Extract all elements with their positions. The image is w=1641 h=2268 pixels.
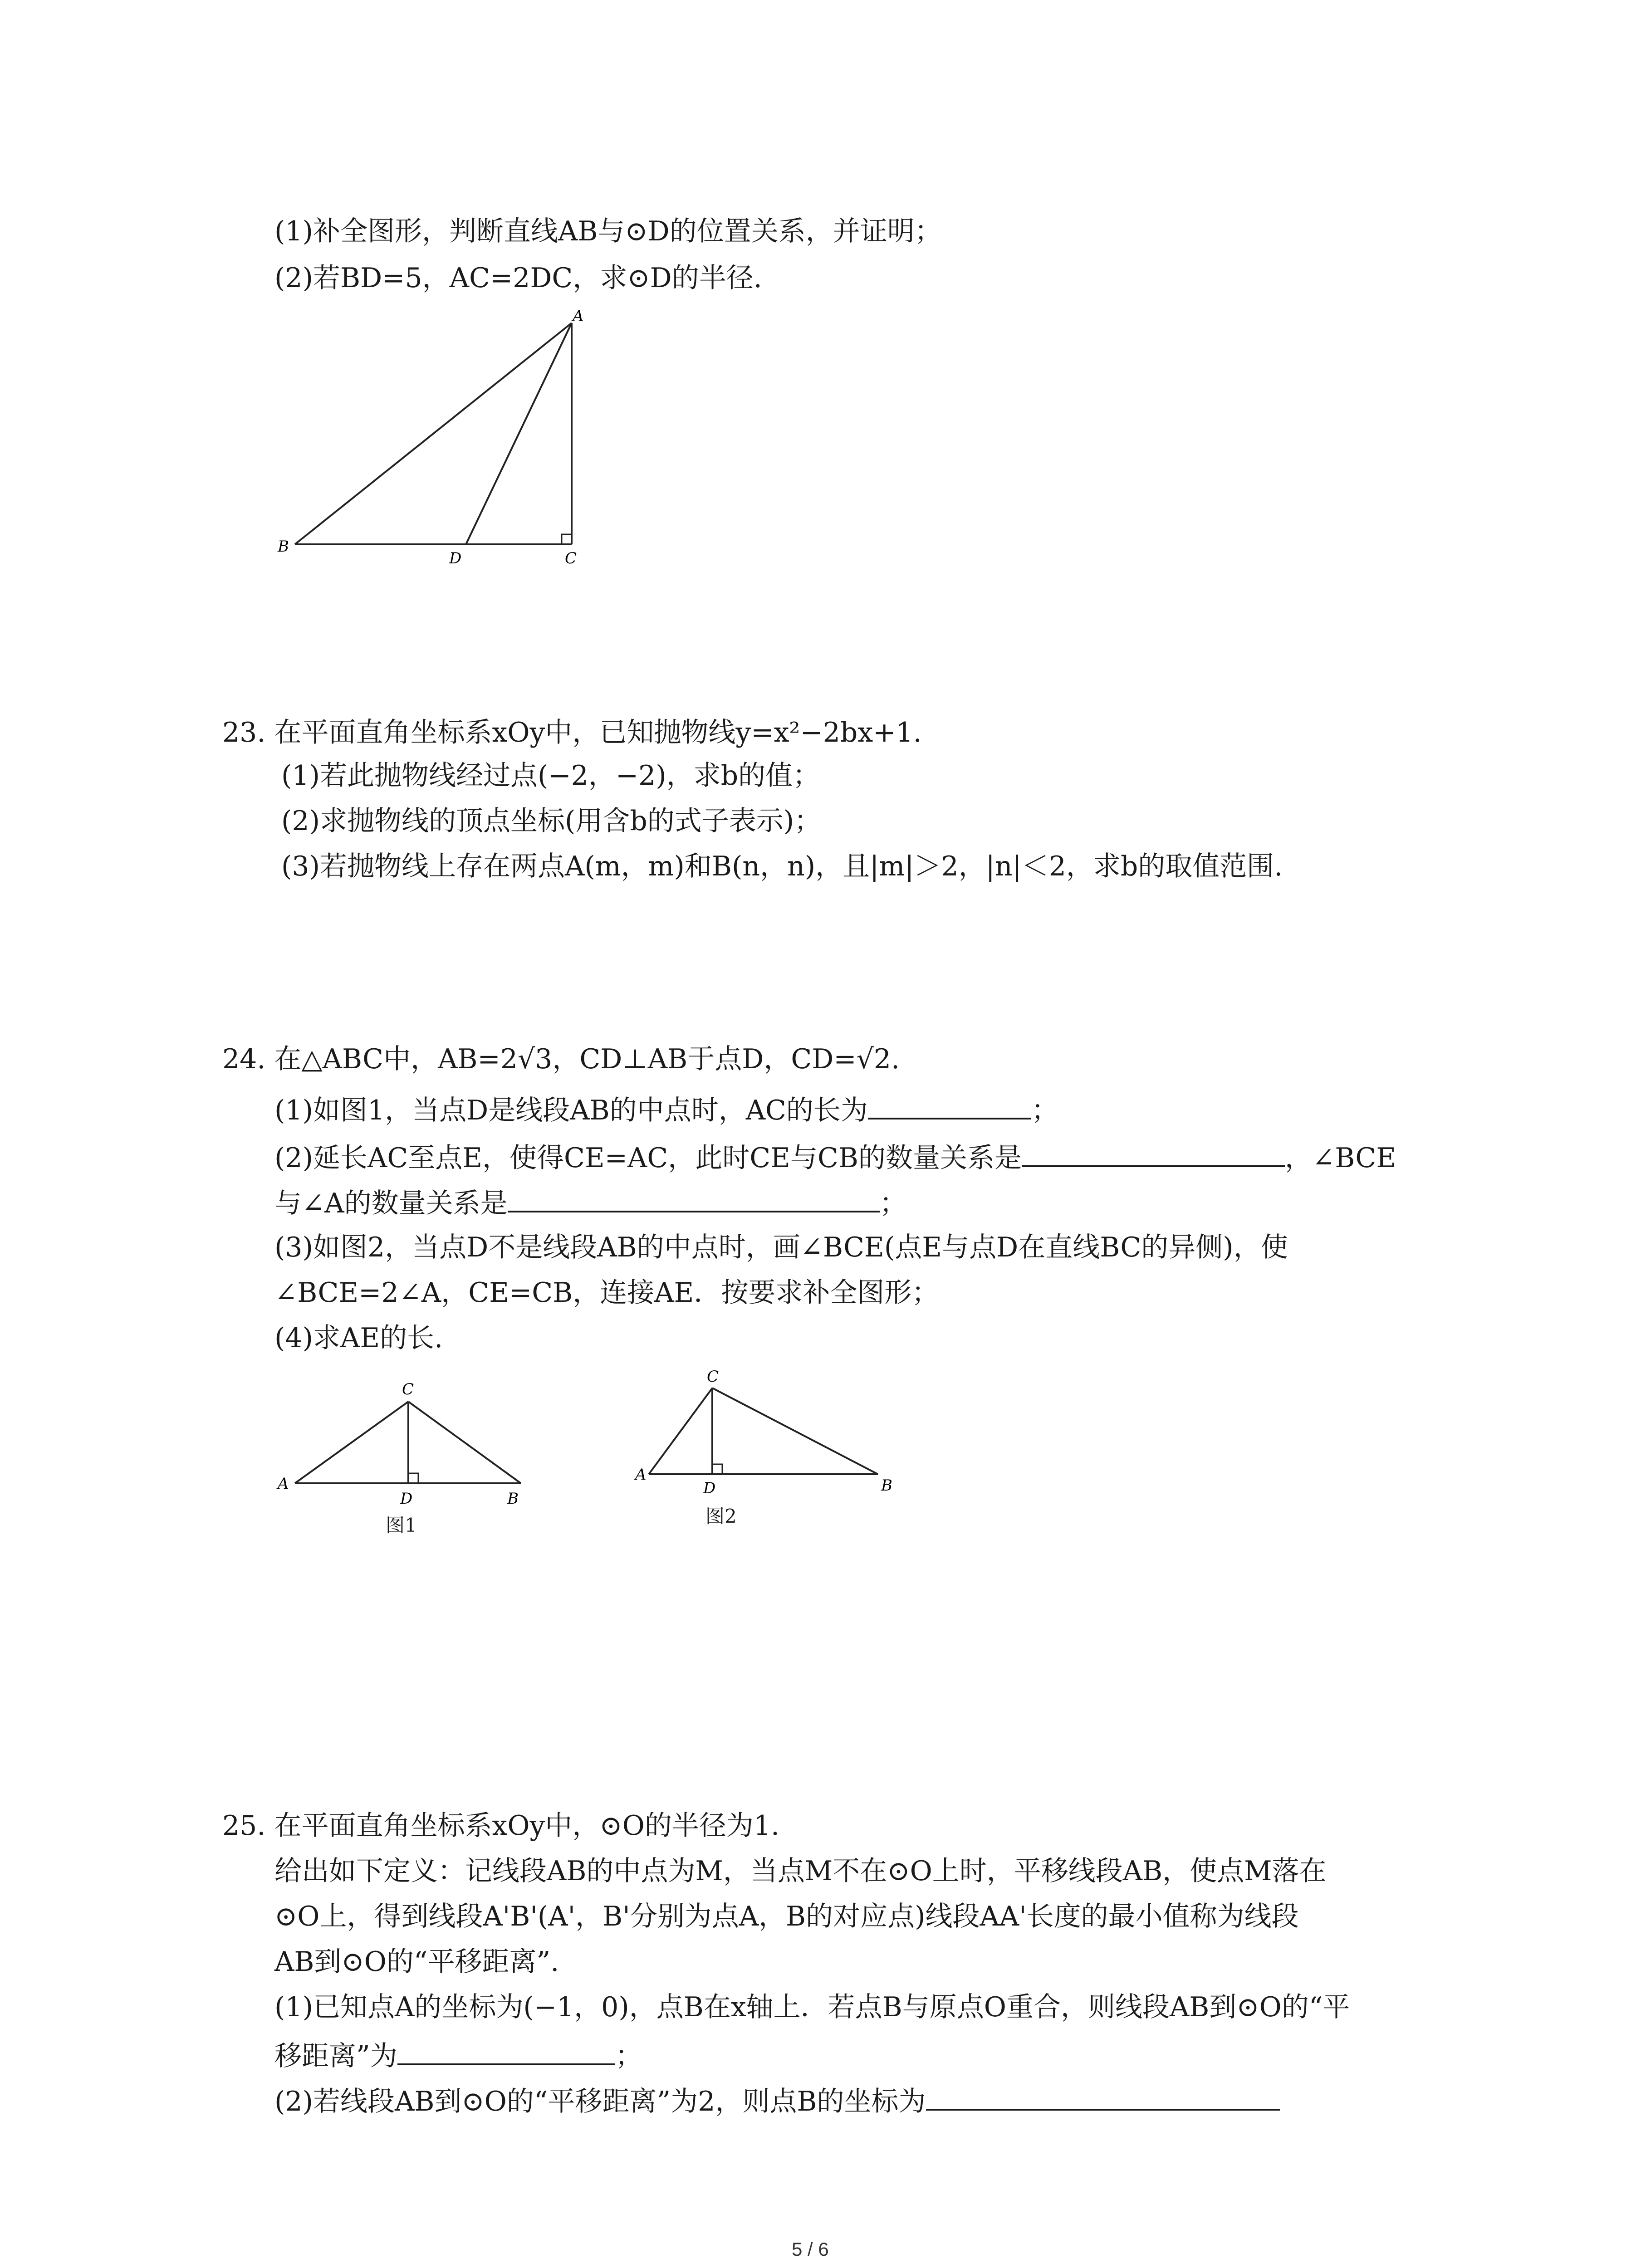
q23-part3: (3)若抛物线上存在两点A(m，m)和B(n，n)，且|m|＞2，|n|＜2，求b的取值范围. xyxy=(281,850,1283,882)
q22-label-A: A xyxy=(573,308,584,325)
q25-part1-end: ； xyxy=(615,2040,642,2072)
q22-label-D: D xyxy=(449,549,462,567)
q24-fig1-label-C: C xyxy=(402,1380,414,1398)
q22-part1: (1)补全图形，判断直线AB与⊙D的位置关系，并证明； xyxy=(274,215,942,247)
q24-fig1-caption: 图1 xyxy=(386,1514,417,1536)
q25-part2 xyxy=(274,2080,1280,2120)
q22-figure xyxy=(268,308,603,572)
q25-part2-answer-blank[interactable] xyxy=(926,2080,1280,2111)
q24-fig2-caption: 图2 xyxy=(705,1505,737,1527)
q23-stem: 23. 在平面直角坐标系xOy中，已知抛物线y=x²−2bx+1. xyxy=(222,717,922,748)
q24-part2-mid: ，∠BCE xyxy=(1284,1142,1396,1174)
q25-part1-line2 xyxy=(274,2034,642,2074)
q24-part1-text: (1)如图1，当点D是线段AB的中点时，AC的长为 xyxy=(274,1095,868,1126)
q24-stem: 24. 在△ABC中，AB=2√3，CD⊥AB于点D，CD=√2. xyxy=(222,1043,900,1075)
q24-part1-end: ； xyxy=(1031,1095,1058,1126)
q24-part2-line2-text: 与∠A的数量关系是 xyxy=(274,1188,508,1219)
q25-part1-answer-blank[interactable] xyxy=(397,2034,615,2065)
q24-part3-line2: ∠BCE=2∠A，CE=CB，连接AE．按要求补全图形； xyxy=(274,1277,939,1309)
q24-part4: (4)求AE的长. xyxy=(274,1322,443,1354)
q24-fig2-label-C: C xyxy=(707,1368,719,1386)
q24-fig1-label-B: B xyxy=(507,1490,519,1508)
q24-part1-answer-blank[interactable] xyxy=(868,1089,1031,1119)
q24-fig1-label-D: D xyxy=(400,1490,413,1508)
q24-fig2-label-D: D xyxy=(703,1479,716,1497)
q25-def-line3: AB到⊙O的“平移距离”. xyxy=(274,1946,559,1978)
q24-part2-answer-blank-1[interactable] xyxy=(1022,1136,1285,1167)
q25-def-line1: 给出如下定义：记线段AB的中点为M，当点M不在⊙O上时，平移线段AB，使点M落在 xyxy=(274,1855,1327,1887)
q22-label-B: B xyxy=(278,538,289,556)
q24-part2-end: ； xyxy=(879,1188,907,1219)
q22-part2: (2)若BD=5，AC=2DC，求⊙D的半径. xyxy=(274,262,762,294)
q25-part2-text: (2)若线段AB到⊙O的“平移距离”为2，则点B的坐标为 xyxy=(274,2086,926,2117)
q24-fig1-label-A: A xyxy=(278,1475,289,1493)
q25-stem: 25. 在平面直角坐标系xOy中，⊙O的半径为1. xyxy=(222,1810,780,1842)
q24-part1 xyxy=(274,1089,1058,1129)
q25-part1-line2-text: 移距离”为 xyxy=(274,2040,397,2072)
q24-part2-answer-blank-2[interactable] xyxy=(508,1182,880,1212)
q24-part3-line1: (3)如图2，当点D不是线段AB的中点时，画∠BCE(点E与点D在直线BC的异侧)，使 xyxy=(274,1232,1288,1263)
q24-fig2-label-A: A xyxy=(635,1466,647,1484)
q25-part1-line1: (1)已知点A的坐标为(−1，0)，点B在x轴上．若点B与原点O重合，则线段AB到⊙O的“平 xyxy=(274,1991,1350,2023)
page-number: 5 / 6 xyxy=(792,2239,829,2260)
q25-def-line2: ⊙O上，得到线段A'B'(A'，B'分别为点A，B的对应点)线段AA'长度的最小值称为线段 xyxy=(274,1901,1299,1932)
q24-part2-line1 xyxy=(274,1136,1396,1176)
q24-part2-text: (2)延长AC至点E，使得CE=AC，此时CE与CB的数量关系是 xyxy=(274,1142,1022,1174)
q23-part1: (1)若此抛物线经过点(−2，−2)，求b的值； xyxy=(281,760,820,792)
q22-label-C: C xyxy=(565,549,577,567)
q24-figure-1 xyxy=(272,1365,544,1520)
q24-figure-2 xyxy=(631,1361,912,1510)
q24-fig2-label-B: B xyxy=(881,1476,892,1495)
q24-part2-line2 xyxy=(274,1182,907,1222)
q23-part2: (2)求抛物线的顶点坐标(用含b的式子表示)； xyxy=(281,805,822,837)
